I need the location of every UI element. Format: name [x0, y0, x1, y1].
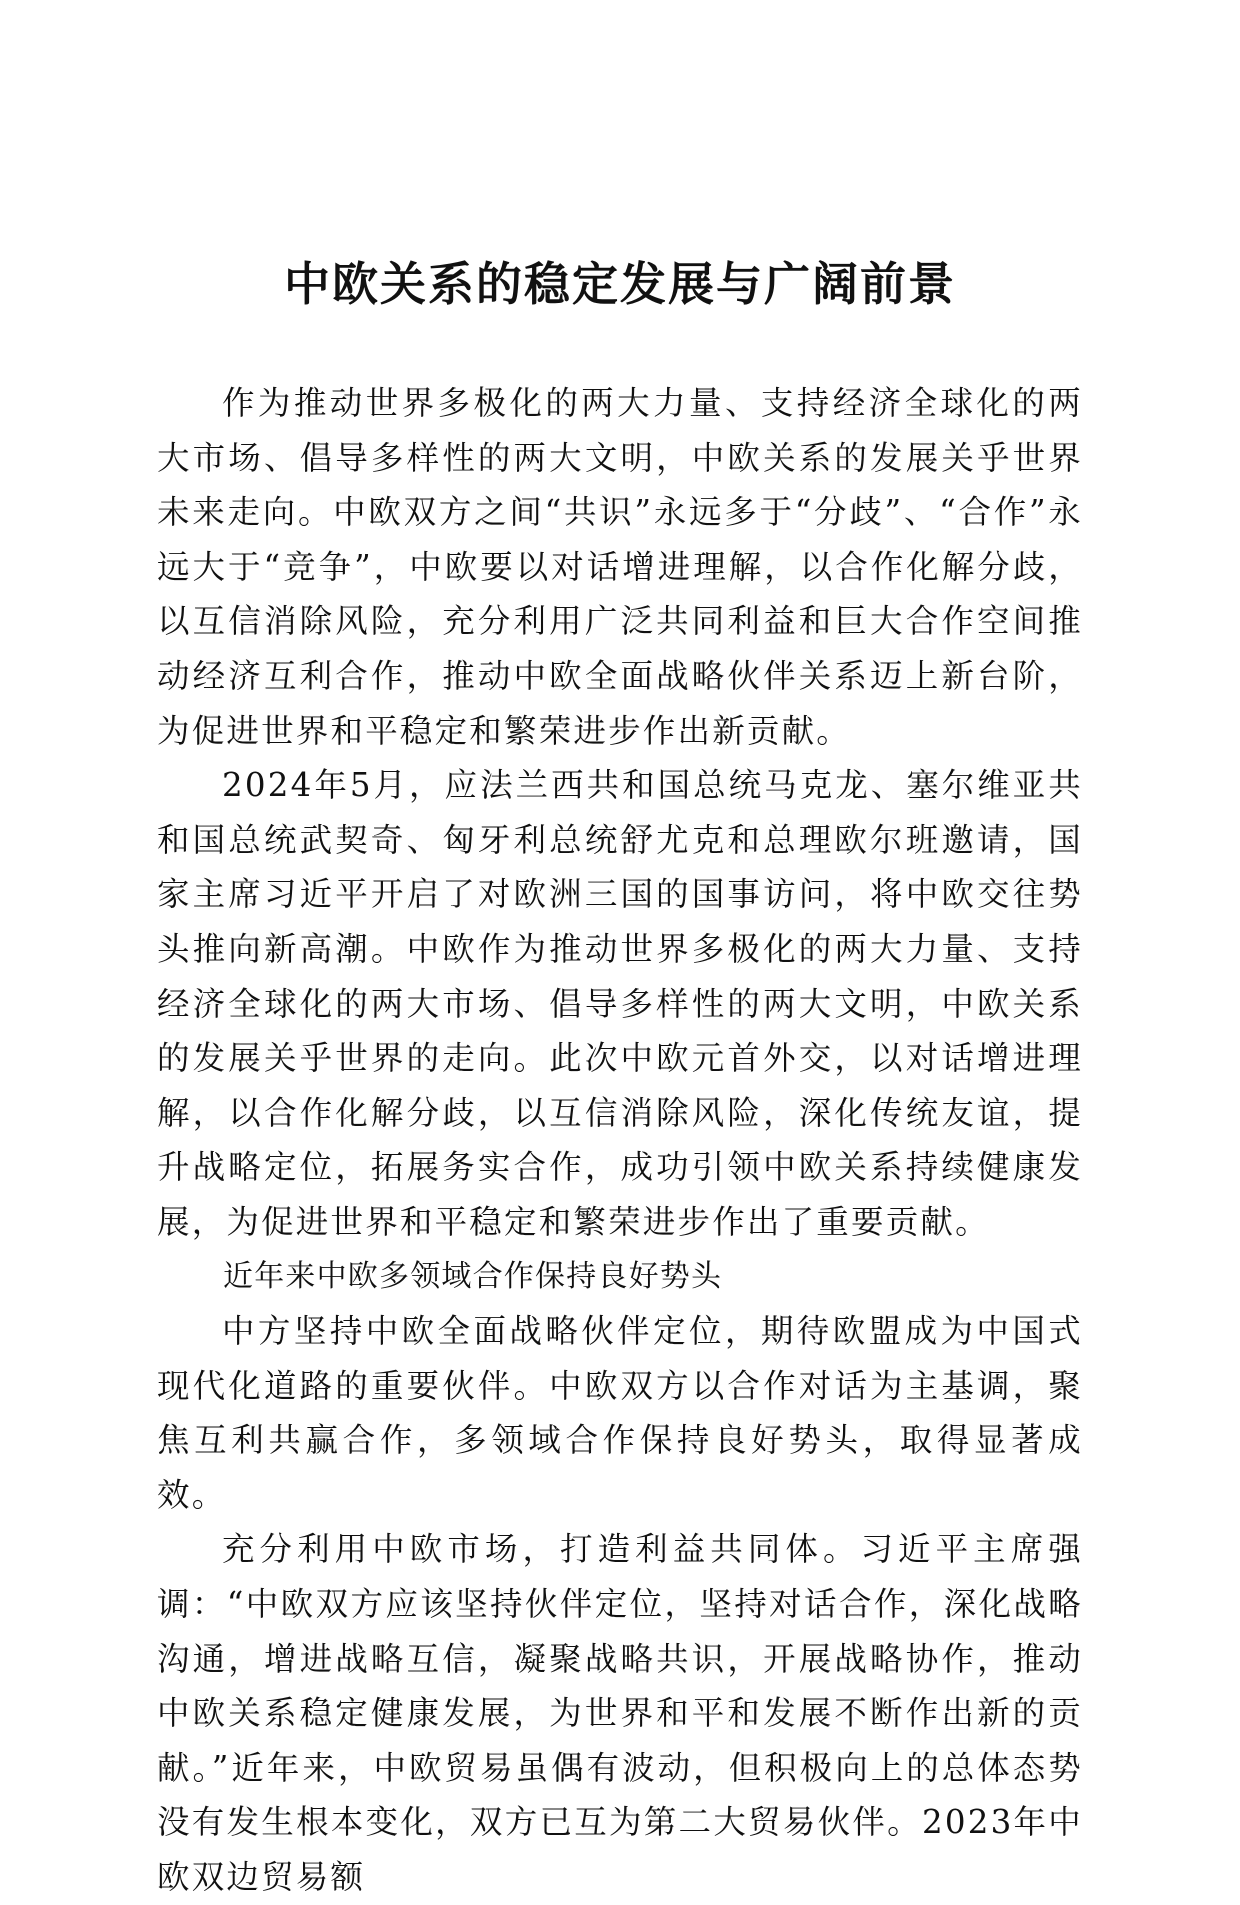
paragraph-market: 充分利用中欧市场，打造利益共同体。习近平主席强调：“中欧双方应该坚持伙伴定位，坚持对话合作，深化战略沟通，增进战略互信，凝聚战略共识，开展战略协作，推动中欧关系稳定健康发展，为世界和平和发展不断作出新的贡献。”近年来，中欧贸易虽偶有波动，但积极向上的总体态势没有发生根本变化，双方已互为第二大贸易伙伴。2023年中欧双边贸易额	[157, 1530, 1083, 1897]
section-heading: 近年来中欧多领域合作保持良好势头	[223, 1258, 723, 1294]
paragraph-intro: 作为推动世界多极化的两大力量、支持经济全球化的两大市场、倡导多样性的两大文明，中欧关系的发展关乎世界未来走向。中欧双方之间“共识”永远多于“分歧”、“合作”永远大于“竞争”，中欧要以对话增进理解，以合作化解分歧，以互信消除风险，充分利用广泛共同利益和巨大合作空间推动经济互利合作，推动中欧全面战略伙伴关系迈上新台阶，为促进世界和平稳定和繁荣进步作出新贡献。	[157, 384, 1083, 750]
document-body	[157, 376, 1083, 1905]
document-title: 中欧关系的稳定发展与广阔前景	[284, 257, 956, 311]
paragraph-partnership: 中方坚持中欧全面战略伙伴定位，期待欧盟成为中国式现代化道路的重要伙伴。中欧双方以合作对话为主基调，聚焦互利共赢合作，多领域合作保持良好势头，取得显著成效。	[157, 1312, 1083, 1514]
paragraph-state-visit: 2024年5月，应法兰西共和国总统马克龙、塞尔维亚共和国总统武契奇、匈牙利总统舒尤克和总理欧尔班邀请，国家主席习近平开启了对欧洲三国的国事访问，将中欧交往势头推向新高潮。中欧作为推动世界多极化的两大力量、支持经济全球化的两大市场、倡导多样性的两大文明，中欧关系的发展关乎世界的走向。此次中欧元首外交，以对话增进理解，以合作化解分歧，以互信消除风险，深化传统友谊，提升战略定位，拓展务实合作，成功引领中欧关系持续健康发展，为促进世界和平稳定和繁荣进步作出了重要贡献。	[157, 766, 1083, 1241]
